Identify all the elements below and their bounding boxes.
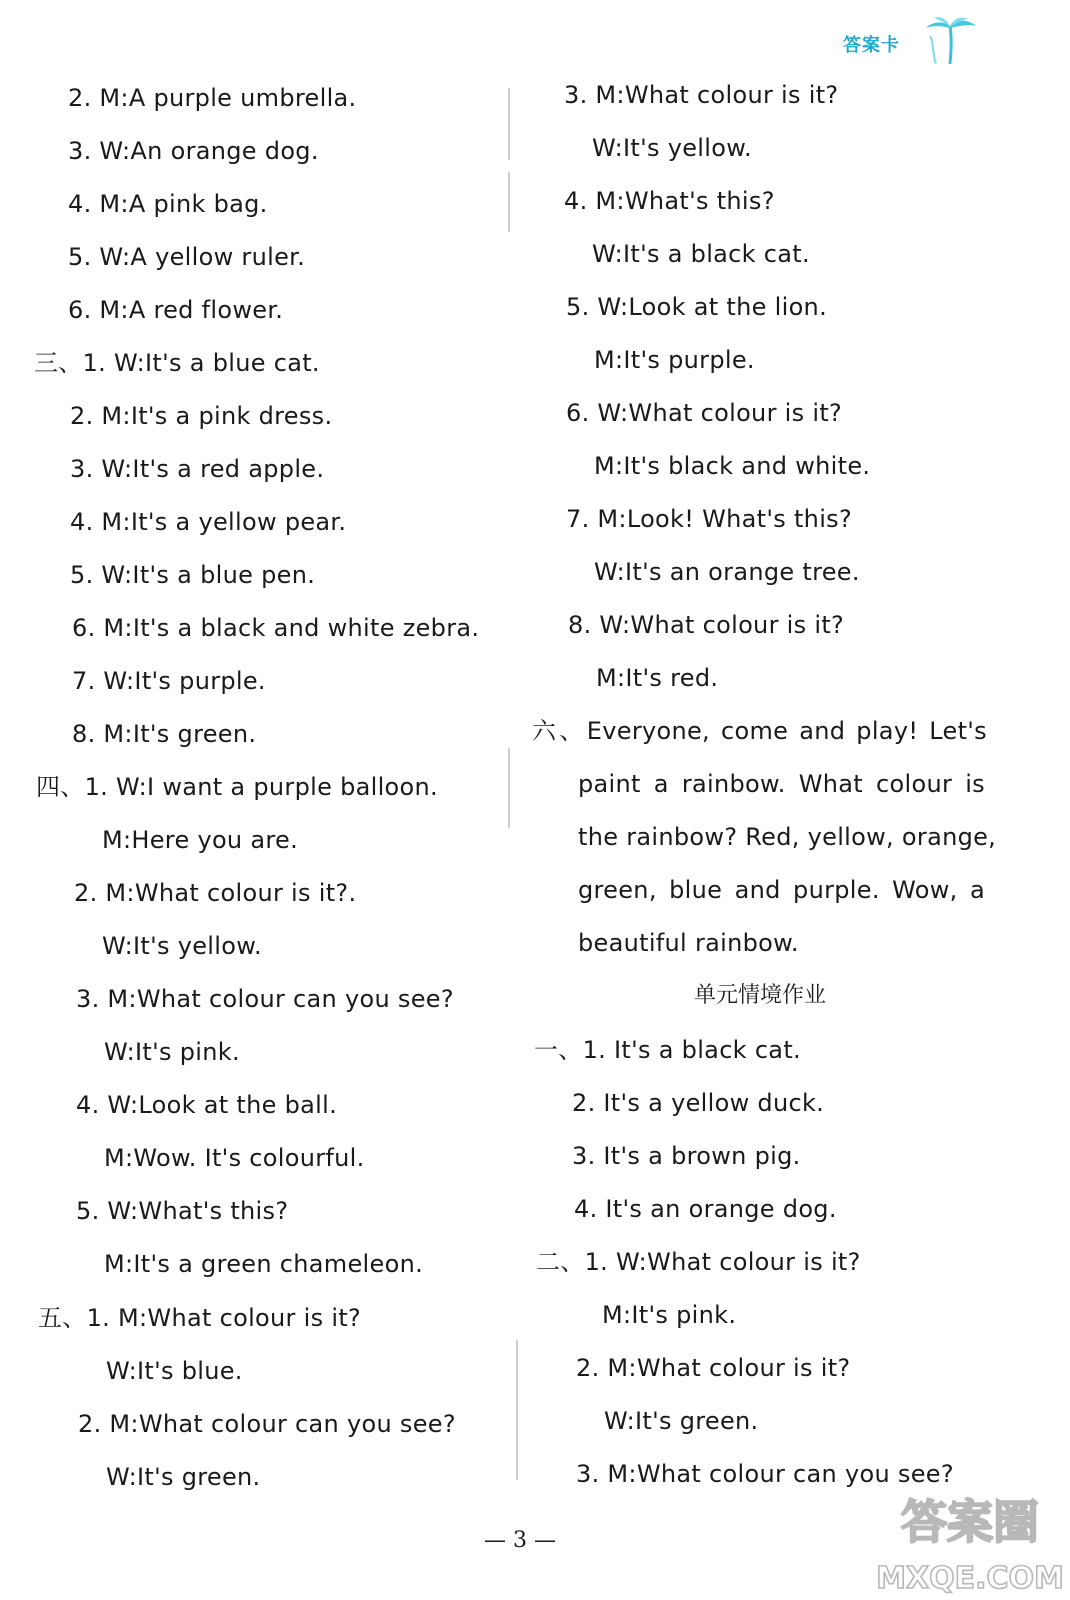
answer-line: 5. W:It's a blue pen. xyxy=(70,561,316,589)
answer-line: 4. M:It's a yellow pear. xyxy=(70,508,347,536)
answer-line: W:It's blue. xyxy=(106,1357,243,1385)
answer-line: W:It's pink. xyxy=(104,1038,240,1066)
answer-line: 7. M:Look! What's this? xyxy=(566,505,853,533)
answer-line: M:It's pink. xyxy=(602,1301,737,1329)
section-heading-line: 四、1. W:I want a purple balloon. xyxy=(36,773,438,801)
answer-line: 2. M:What colour is it?. xyxy=(74,879,357,907)
answer-line: 2. It's a yellow duck. xyxy=(572,1089,825,1117)
answer-line: W:It's yellow. xyxy=(102,932,262,960)
paragraph-line: green, blue and purple. Wow, a xyxy=(578,876,985,904)
paragraph-line: beautiful rainbow. xyxy=(578,929,799,957)
section-heading-line: 一、1. It's a black cat. xyxy=(534,1036,801,1064)
page-number: — 3 — xyxy=(484,1528,556,1553)
answer-line: M:It's red. xyxy=(596,664,719,692)
answer-line: 8. W:What colour is it? xyxy=(568,611,845,639)
answer-line: 4. M:What's this? xyxy=(564,187,775,215)
answer-line: W:It's green. xyxy=(106,1463,261,1491)
section-heading-line: 三、1. W:It's a blue cat. xyxy=(34,349,320,377)
answer-line: 3. W:An orange dog. xyxy=(68,137,319,165)
watermark-url: MXQE.COM xyxy=(876,1561,1064,1596)
answer-line: 2. M:What colour is it? xyxy=(576,1354,851,1382)
answer-line: 4. M:A pink bag. xyxy=(68,190,268,218)
watermark-text: 答案圈 xyxy=(901,1495,1039,1549)
answer-line: M:Wow. It's colourful. xyxy=(104,1144,365,1172)
answer-line: 6. M:It's a black and white zebra. xyxy=(72,614,480,642)
column-divider xyxy=(508,88,510,160)
answer-line: 8. M:It's green. xyxy=(72,720,257,748)
column-divider xyxy=(508,748,510,828)
palm-tree-icon xyxy=(920,14,980,66)
answer-line: 4. W:Look at the ball. xyxy=(76,1091,338,1119)
answer-line: 7. W:It's purple. xyxy=(72,667,266,695)
answer-line: 5. W:What's this? xyxy=(76,1197,289,1225)
paragraph-line: 六、Everyone, come and play! Let's xyxy=(532,717,987,745)
answer-line: W:It's an orange tree. xyxy=(594,558,860,586)
answer-line: 2. M:A purple umbrella. xyxy=(68,84,357,112)
answer-line: M:It's purple. xyxy=(594,346,755,374)
answer-line: M:Here you are. xyxy=(102,826,299,854)
answer-line: 5. W:Look at the lion. xyxy=(566,293,828,321)
answer-line: 3. It's a brown pig. xyxy=(572,1142,801,1170)
paragraph-line: paint a rainbow. What colour is xyxy=(578,770,985,798)
paragraph-line: the rainbow? Red, yellow, orange, xyxy=(578,823,997,851)
answer-line: W:It's a black cat. xyxy=(592,240,810,268)
answer-line: W:It's yellow. xyxy=(592,134,752,162)
answer-line: 5. W:A yellow ruler. xyxy=(68,243,306,271)
answer-line: M:It's black and white. xyxy=(594,452,871,480)
answer-line: M:It's a green chameleon. xyxy=(104,1250,424,1278)
section-heading-line: 五、1. M:What colour is it? xyxy=(38,1304,362,1332)
answer-line: 3. M:What colour can you see? xyxy=(576,1460,954,1488)
answer-line: 6. W:What colour is it? xyxy=(566,399,843,427)
watermark-logo xyxy=(872,1480,1068,1598)
answer-line: 6. M:A red flower. xyxy=(68,296,284,324)
answer-line: 2. M:What colour can you see? xyxy=(78,1410,456,1438)
column-divider xyxy=(516,1340,518,1480)
header-label: 答案卡 xyxy=(843,35,900,56)
section-title: 单元情境作业 xyxy=(693,983,826,1008)
answer-line: 3. M:What colour can you see? xyxy=(76,985,454,1013)
column-divider xyxy=(508,172,510,232)
answer-line: W:It's green. xyxy=(604,1407,759,1435)
section-heading-line: 二、1. W:What colour is it? xyxy=(536,1248,861,1276)
answer-line: 3. W:It's a red apple. xyxy=(70,455,325,483)
answer-line: 2. M:It's a pink dress. xyxy=(70,402,333,430)
answer-line: 3. M:What colour is it? xyxy=(564,81,839,109)
answer-line: 4. It's an orange dog. xyxy=(574,1195,837,1223)
